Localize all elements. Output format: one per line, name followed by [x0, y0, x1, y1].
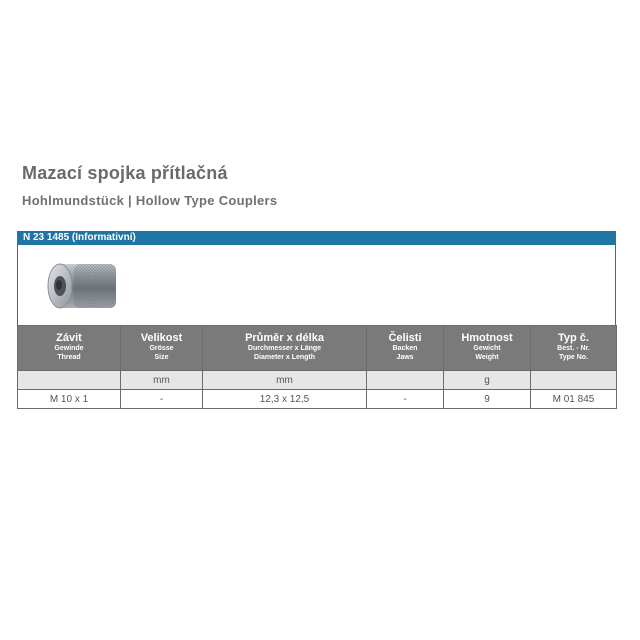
units-row — [18, 371, 617, 390]
spec-table — [17, 325, 617, 409]
column-header-type-no: Typ č. Best. - Nr. Type No. — [531, 326, 617, 371]
column-header-weight: Hmotnost Gewicht Weight — [444, 326, 531, 371]
unit-cell: g — [444, 371, 531, 390]
unit-cell — [531, 371, 617, 390]
unit-cell — [18, 371, 121, 390]
table-header-row — [18, 326, 617, 371]
thread-value: M 10 x 1 — [18, 390, 121, 409]
column-header-diameter-length: Průměr x délka Durchmesser x Länge Diameter x Length — [203, 326, 367, 371]
diameter-length-value: 12,3 x 12,5 — [203, 390, 367, 409]
norm-band: N 23 1485 (Informativní) — [17, 231, 616, 245]
page-title: Mazací spojka přítlačná — [22, 163, 228, 183]
column-header-jaws: Čelisti Backen Jaws — [367, 326, 444, 371]
hollow-coupler-icon — [44, 258, 122, 314]
type-no-value: M 01 845 — [531, 390, 617, 409]
column-header-thread: Závit Gewinde Thread — [18, 326, 121, 371]
table-row — [18, 390, 617, 409]
unit-cell — [367, 371, 444, 390]
size-value: - — [121, 390, 203, 409]
unit-cell: mm — [203, 371, 367, 390]
weight-value: 9 — [444, 390, 531, 409]
column-header-size: Velikost Grösse Size — [121, 326, 203, 371]
unit-cell: mm — [121, 371, 203, 390]
product-image-area — [17, 245, 616, 326]
page-subtitle: Hohlmundstück | Hollow Type Couplers — [22, 193, 278, 208]
jaws-value: - — [367, 390, 444, 409]
